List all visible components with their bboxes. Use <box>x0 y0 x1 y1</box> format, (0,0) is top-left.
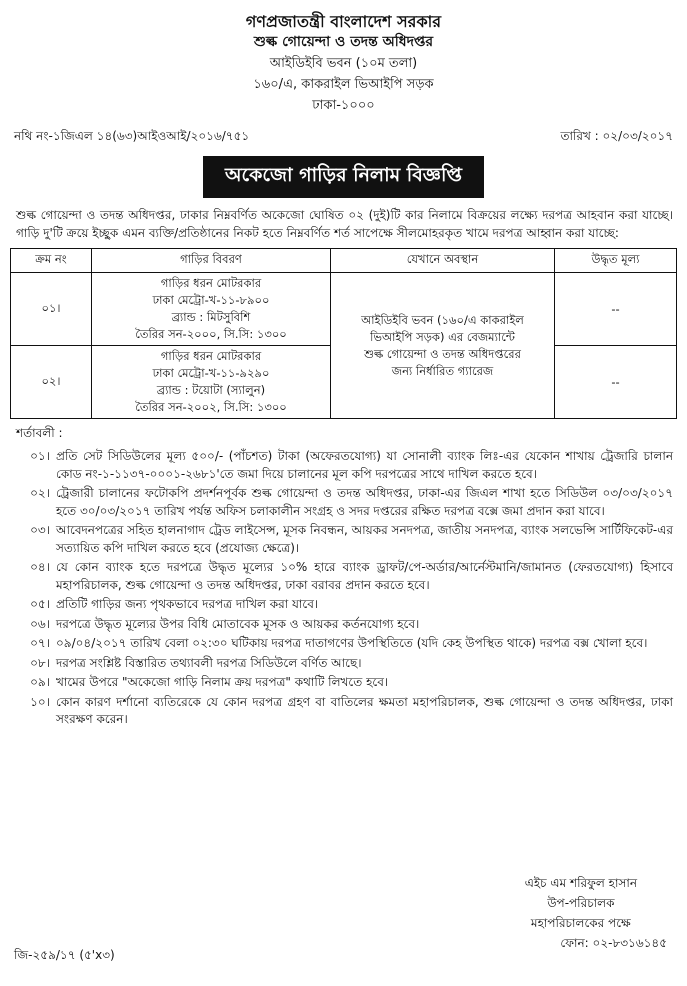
term-text: দরপত্রে উদ্ধৃত মূল্যের উপর বিধি মোতাবেক মূসক ও আয়কর কর্তনযোগ্য হবে। <box>56 616 420 631</box>
vehicle-brand: ব্র্যান্ড : মিটসুবিশি <box>171 310 251 324</box>
vehicle-location <box>331 273 555 419</box>
term-number: ০২। <box>30 486 50 500</box>
government-name: গণপ্রজাতন্ত্রী বাংলাদেশ সরকার <box>245 12 442 31</box>
notice-page <box>10 5 677 976</box>
vehicle-year-cc: তৈরির সন-২০০২, সি.সি: ১৩০০ <box>135 400 287 414</box>
location-line: আইডিইবি ভবন (১৬০/এ কাকরাইল <box>361 312 524 327</box>
term-text: আবেদনপত্রের সহিত হালনাগাদ ট্রেড লাইসেন্স, মূসক নিবন্ধন, আয়কর সনদপত্র, জাতীয় সনদপত্র, ব্যাংক সলভেন্সি সার্টিফিকেট-এর সত্যায়িত কপি দাখিল করতে হবে (প্রযোজ্য ক্ষেত্রে)। <box>56 523 673 555</box>
term-item <box>10 485 677 520</box>
vehicle-table <box>10 248 677 419</box>
row-description <box>92 273 331 346</box>
header-serial: ক্রম নং <box>11 249 92 273</box>
term-number: ১০। <box>30 694 50 709</box>
vehicle-registration: ঢাকা মেট্রো-খ-১১-৯২৯০ <box>152 366 270 380</box>
row-price: -- <box>555 273 677 346</box>
terms-section <box>10 425 677 729</box>
term-item <box>10 655 677 673</box>
term-number: ০৯। <box>30 675 50 689</box>
term-text: ট্রেজারী চালানের ফটোকপি প্রদর্শনপূর্বক শুল্ক গোয়েন্দা ও তদন্ত অধিদপ্তর, ঢাকা-এর জিএল শাখা হতে সিডিউল ০৩/০৩/২০১৭ হতে ৩০/০৩/২০১৭ তারিখ পর্যন্ত অফিস চলাকালীন সংগ্রহ ও সদর দপ্তরের রক্ষিত দরপত্র বক্সে জমা প্রদান করা যাবে। <box>56 486 673 518</box>
row-serial: ০১। <box>11 273 92 346</box>
signatory-on-behalf: মহাপরিচালকের পক্ষে <box>530 916 631 930</box>
vehicle-registration: ঢাকা মেট্রো-খ-১১-৮৯০০ <box>152 293 270 307</box>
term-number: ০৩। <box>30 523 50 537</box>
term-item <box>10 596 677 614</box>
term-text: কোন কারণ দর্শানো ব্যতিরেকে যে কোন দরপত্র গ্রহণ বা বাতিলের ক্ষমতা মহাপরিচালক, শুল্ক গোয়েন্দা ও তদন্ত অধিদপ্তর, ঢাকা সংরক্ষণ করেন। <box>56 694 673 726</box>
term-number: ০৪। <box>30 560 50 574</box>
signatory-name: এইচ এম শরিফুল হাসান <box>524 876 637 890</box>
department-name: শুল্ক গোয়েন্দা ও তদন্ত অধিদপ্তর <box>253 34 434 50</box>
vehicle-brand: ব্র্যান্ড : টয়োটা (স্যালুন) <box>156 383 266 397</box>
term-item <box>10 448 677 483</box>
row-description <box>92 346 331 419</box>
title-wrapper <box>10 156 677 198</box>
vehicle-type: গাড়ির ধরন মোটরকার <box>160 276 262 290</box>
publication-code: জি-২৫৯/১৭ (৫'x৩) <box>14 948 115 962</box>
term-text: যে কোন ব্যাংক হতে দরপত্রে উদ্ধৃত মূল্যের ১০% হারে ব্যাংক ড্রাফট/পে-অর্ডার/আর্নেস্টমানি/জামানত (ফেরতযোগ্য) হিসাবে মহাপরিচালক, শুল্ক গোয়েন্দা ও তদন্ত অধিদপ্তর, ঢাকা বরাবর প্রদান করতে হবে। <box>56 560 673 592</box>
intro-paragraph: শুল্ক গোয়েন্দা ও তদন্ত অধিদপ্তর, ঢাকার নিম্নবর্ণিত অকেজো ঘোষিত ০২ (দুই)টি কার নিলামে বিক্রয়ের লক্ষ্যে দরপত্র আহবান করা যাচ্ছে। গাড়ি দু'টি ক্রয়ে ইচ্ছুক এমন ব্যক্তি/প্রতিষ্ঠানের নিকট হতে নিম্নবর্ণিত শর্ত সাপেক্ষে সীলমোহরকৃত খামে দরপত্র আহ্বান করা যাচ্ছে: <box>16 208 673 240</box>
term-item <box>10 616 677 634</box>
location-line: শুল্ক গোয়েন্দা ও তদন্ত অধিদপ্তরের <box>364 346 521 361</box>
terms-title: শর্তাবলী : <box>16 426 63 440</box>
term-number: ০৭। <box>30 636 50 650</box>
term-number: ০৮। <box>30 655 50 670</box>
location-line: জন্য নির্ধারিত গ্যারেজ <box>391 363 494 378</box>
term-item <box>10 694 677 729</box>
building-name: আইডিইবি ভবন (১০ম তলা) <box>269 56 418 71</box>
office-header <box>10 5 677 116</box>
notice-date: তারিখ : ০২/০৩/২০১৭ <box>560 129 673 143</box>
term-item <box>10 674 677 692</box>
term-text: ০৯/০৪/২০১৭ তারিখ বেলা ০২:৩০ ঘটিকায় দরপত্র দাতাগণের উপস্থিতিতে (যদি কেহ উপস্থিত থাকে) দরপত্র বক্স খোলা হবে। <box>56 636 648 650</box>
reference-row <box>10 126 677 148</box>
term-number: ০৫। <box>30 597 50 611</box>
header-description: গাড়ির বিবরণ <box>92 249 331 273</box>
row-serial: ০২। <box>11 346 92 419</box>
table-header-row <box>11 249 677 273</box>
term-text: খামের উপরে "অকেজো গাড়ি নিলাম ক্রয় দরপত্র" কথাটি লিখতে হবে। <box>56 675 389 689</box>
table-row <box>11 273 677 346</box>
term-text: দরপত্র সংশ্লিষ্ট বিস্তারিত তথ্যাবলী দরপত্র সিডিউলে বর্ণিত আছে। <box>56 655 362 670</box>
contact-phone: ফোন: ০২-৮৩১৬১৪৫ <box>560 936 667 950</box>
city-address: ঢাকা-১০০০ <box>312 98 375 113</box>
header-price: উদ্ধৃত মূল্য <box>555 249 677 273</box>
memo-number: নথি নং-১জিএল ১৪(৬৩)আইওআই/২০১৬/৭৫১ <box>14 129 250 143</box>
term-item <box>10 559 677 594</box>
vehicle-type: গাড়ির ধরন মোটরকার <box>160 349 262 363</box>
row-price: -- <box>555 346 677 419</box>
signature-block <box>524 873 667 953</box>
street-address: ১৬০/এ, কাকরাইল ভিআইপি সড়ক <box>253 77 434 92</box>
term-number: ০১। <box>30 449 50 463</box>
signatory-designation: উপ-পরিচালক <box>547 896 615 910</box>
term-item <box>10 522 677 557</box>
term-text: প্রতিটি গাড়ির জন্য পৃথকভাবে দরপত্র দাখিল করা যাবে। <box>56 597 319 611</box>
notice-title: অকেজো গাড়ির নিলাম বিজ্ঞপ্তি <box>203 156 484 198</box>
location-line: ভিআইপি সড়ক) এর বেজম্যান্টে <box>370 329 515 344</box>
header-location: যেখানে অবস্থান <box>331 249 555 273</box>
term-number: ০৬। <box>30 616 50 631</box>
term-item <box>10 635 677 653</box>
vehicle-year-cc: তৈরির সন-২০০০, সি.সি: ১৩০০ <box>135 327 287 341</box>
term-text: প্রতি সেট সিডিউলের মূল্য ৫০০/- (পাঁচশত) টাকা (অফেরতযোগ্য) যা সোনালী ব্যাংক লিঃ-এর যেকোন শাখায় ট্রেজারি চালান কোড নং-১-১১৩৭-০০০১-২৬৮১'তে জমা দিয়ে চালানের মূল কপি দরপত্রের সাথে দাখিল করতে হবে। <box>56 449 673 481</box>
